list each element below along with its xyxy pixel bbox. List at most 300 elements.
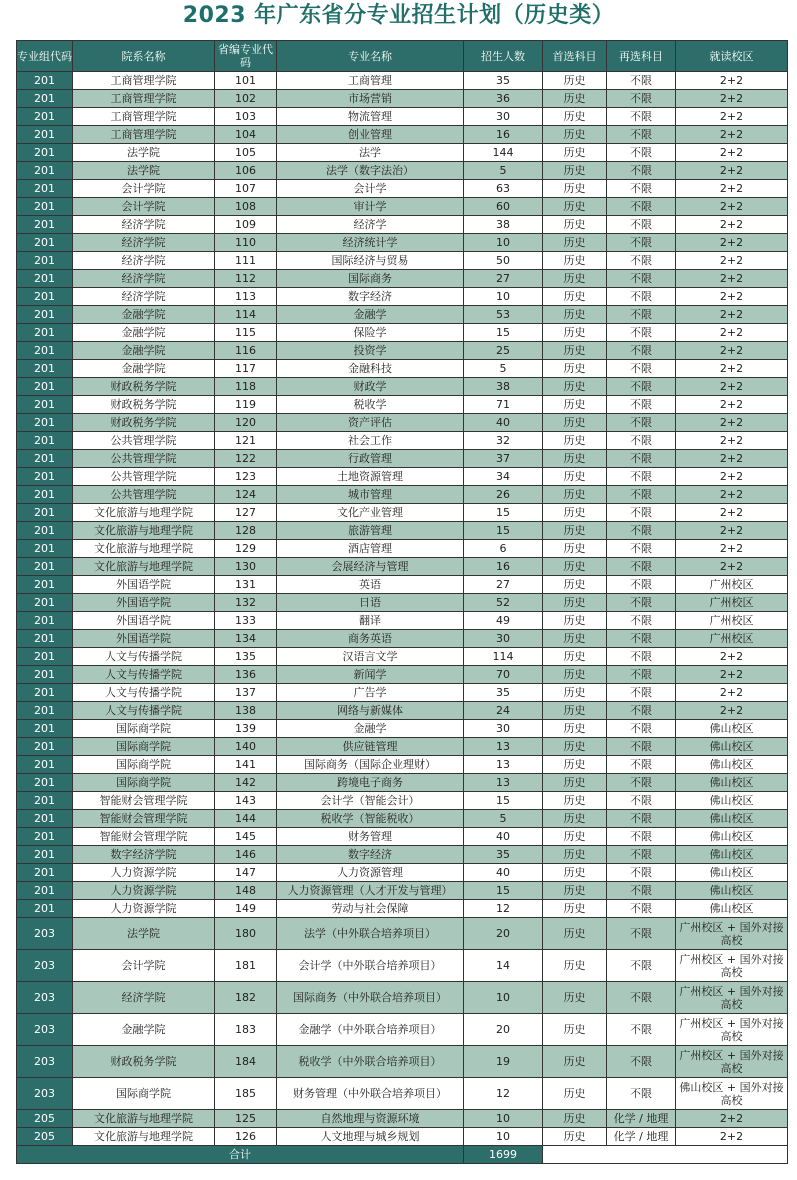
- table-row: [17, 666, 788, 684]
- cell-group-code: 201: [17, 378, 73, 396]
- cell-college: 外国语学院: [73, 576, 215, 594]
- table-row: [17, 702, 788, 720]
- cell-major-code: 107: [215, 180, 277, 198]
- cell-major-code: 113: [215, 288, 277, 306]
- cell-first-subject: 历史: [543, 720, 607, 738]
- cell-first-subject: 历史: [543, 738, 607, 756]
- cell-second-subject: 不限: [607, 720, 676, 738]
- cell-enrollment: 63: [464, 180, 543, 198]
- header-major-code: 省编专业代码: [215, 41, 277, 72]
- cell-college: 国际商学院: [73, 774, 215, 792]
- cell-college: 人文与传播学院: [73, 702, 215, 720]
- table-row: [17, 1078, 788, 1110]
- cell-second-subject: 不限: [607, 306, 676, 324]
- cell-enrollment: 15: [464, 522, 543, 540]
- table-row: [17, 774, 788, 792]
- table-body: [17, 72, 788, 1164]
- cell-group-code: 203: [17, 1046, 73, 1078]
- cell-major-name: 财务管理: [277, 828, 464, 846]
- cell-enrollment: 10: [464, 288, 543, 306]
- cell-college: 经济学院: [73, 270, 215, 288]
- cell-enrollment: 15: [464, 504, 543, 522]
- table-row: [17, 558, 788, 576]
- cell-first-subject: 历史: [543, 612, 607, 630]
- cell-major-code: 131: [215, 576, 277, 594]
- cell-major-name: 国际经济与贸易: [277, 252, 464, 270]
- cell-second-subject: 不限: [607, 216, 676, 234]
- cell-campus: 2+2: [676, 360, 788, 378]
- cell-second-subject: 不限: [607, 684, 676, 702]
- cell-major-name: 国际商务: [277, 270, 464, 288]
- cell-second-subject: 不限: [607, 360, 676, 378]
- cell-major-name: 国际商务（中外联合培养项目）: [277, 982, 464, 1014]
- cell-major-code: 142: [215, 774, 277, 792]
- cell-group-code: 203: [17, 1078, 73, 1110]
- cell-first-subject: 历史: [543, 1110, 607, 1128]
- cell-second-subject: 不限: [607, 108, 676, 126]
- cell-second-subject: 不限: [607, 324, 676, 342]
- cell-group-code: 201: [17, 648, 73, 666]
- cell-group-code: 201: [17, 702, 73, 720]
- cell-enrollment: 49: [464, 612, 543, 630]
- cell-major-name: 人文地理与城乡规划: [277, 1128, 464, 1146]
- page-title: 2023 年广东省分专业招生计划（历史类）: [182, 3, 615, 28]
- cell-college: 财政税务学院: [73, 378, 215, 396]
- table-row: [17, 738, 788, 756]
- cell-second-subject: 不限: [607, 702, 676, 720]
- cell-college: 文化旅游与地理学院: [73, 540, 215, 558]
- cell-major-name: 经济统计学: [277, 234, 464, 252]
- cell-college: 会计学院: [73, 198, 215, 216]
- cell-second-subject: 不限: [607, 252, 676, 270]
- cell-college: 财政税务学院: [73, 396, 215, 414]
- cell-first-subject: 历史: [543, 432, 607, 450]
- cell-campus: 2+2: [676, 180, 788, 198]
- cell-group-code: 201: [17, 576, 73, 594]
- cell-enrollment: 16: [464, 558, 543, 576]
- cell-campus: 2+2: [676, 342, 788, 360]
- cell-college: 人文与传播学院: [73, 648, 215, 666]
- cell-college: 工商管理学院: [73, 108, 215, 126]
- table-row: [17, 846, 788, 864]
- cell-enrollment: 25: [464, 342, 543, 360]
- cell-campus: 2+2: [676, 558, 788, 576]
- cell-campus: 广州校区 + 国外对接高校: [676, 1014, 788, 1046]
- cell-college: 外国语学院: [73, 612, 215, 630]
- table-row: [17, 630, 788, 648]
- cell-major-name: 数字经济: [277, 846, 464, 864]
- cell-campus: 佛山校区: [676, 792, 788, 810]
- cell-college: 工商管理学院: [73, 72, 215, 90]
- cell-major-code: 135: [215, 648, 277, 666]
- cell-enrollment: 35: [464, 684, 543, 702]
- cell-enrollment: 38: [464, 378, 543, 396]
- cell-second-subject: 不限: [607, 630, 676, 648]
- cell-college: 经济学院: [73, 252, 215, 270]
- cell-enrollment: 19: [464, 1046, 543, 1078]
- cell-major-name: 税收学（智能税收）: [277, 810, 464, 828]
- cell-enrollment: 15: [464, 882, 543, 900]
- cell-group-code: 201: [17, 396, 73, 414]
- cell-group-code: 201: [17, 828, 73, 846]
- cell-enrollment: 24: [464, 702, 543, 720]
- cell-college: 法学院: [73, 144, 215, 162]
- cell-major-name: 劳动与社会保障: [277, 900, 464, 918]
- cell-enrollment: 114: [464, 648, 543, 666]
- cell-enrollment: 15: [464, 324, 543, 342]
- cell-first-subject: 历史: [543, 982, 607, 1014]
- cell-campus: 佛山校区: [676, 810, 788, 828]
- cell-second-subject: 不限: [607, 882, 676, 900]
- cell-major-code: 109: [215, 216, 277, 234]
- cell-group-code: 201: [17, 198, 73, 216]
- header-major-name: 专业名称: [277, 41, 464, 72]
- cell-enrollment: 20: [464, 918, 543, 950]
- cell-college: 文化旅游与地理学院: [73, 522, 215, 540]
- table-row: [17, 684, 788, 702]
- table-row: [17, 468, 788, 486]
- cell-second-subject: 不限: [607, 522, 676, 540]
- table-row: [17, 756, 788, 774]
- cell-campus: 佛山校区: [676, 864, 788, 882]
- cell-second-subject: 不限: [607, 126, 676, 144]
- cell-college: 人文与传播学院: [73, 666, 215, 684]
- cell-second-subject: 不限: [607, 162, 676, 180]
- cell-major-code: 116: [215, 342, 277, 360]
- cell-major-code: 140: [215, 738, 277, 756]
- cell-major-code: 149: [215, 900, 277, 918]
- cell-group-code: 201: [17, 216, 73, 234]
- cell-group-code: 201: [17, 72, 73, 90]
- table-row: [17, 72, 788, 90]
- table-row: [17, 1046, 788, 1078]
- cell-group-code: 201: [17, 684, 73, 702]
- table-row: [17, 126, 788, 144]
- cell-group-code: 201: [17, 432, 73, 450]
- cell-campus: 佛山校区: [676, 900, 788, 918]
- cell-campus: 2+2: [676, 522, 788, 540]
- cell-group-code: 201: [17, 756, 73, 774]
- cell-major-name: 金融学（中外联合培养项目）: [277, 1014, 464, 1046]
- cell-enrollment: 40: [464, 864, 543, 882]
- cell-major-name: 汉语言文学: [277, 648, 464, 666]
- cell-first-subject: 历史: [543, 702, 607, 720]
- cell-college: 智能财会管理学院: [73, 792, 215, 810]
- cell-college: 智能财会管理学院: [73, 810, 215, 828]
- header-college: 院系名称: [73, 41, 215, 72]
- cell-first-subject: 历史: [543, 792, 607, 810]
- cell-campus: 2+2: [676, 666, 788, 684]
- cell-major-code: 123: [215, 468, 277, 486]
- table-row: [17, 288, 788, 306]
- cell-second-subject: 不限: [607, 90, 676, 108]
- cell-group-code: 201: [17, 324, 73, 342]
- cell-campus: 2+2: [676, 702, 788, 720]
- table-row: [17, 432, 788, 450]
- cell-first-subject: 历史: [543, 144, 607, 162]
- cell-major-name: 法学（数字法治）: [277, 162, 464, 180]
- cell-first-subject: 历史: [543, 324, 607, 342]
- cell-group-code: 201: [17, 414, 73, 432]
- cell-major-code: 104: [215, 126, 277, 144]
- table-row: [17, 612, 788, 630]
- cell-campus: 2+2: [676, 450, 788, 468]
- cell-campus: 佛山校区 + 国外对接高校: [676, 1078, 788, 1110]
- table-row: [17, 252, 788, 270]
- cell-second-subject: 不限: [607, 432, 676, 450]
- cell-second-subject: 不限: [607, 1046, 676, 1078]
- cell-campus: 佛山校区: [676, 756, 788, 774]
- cell-campus: 佛山校区: [676, 882, 788, 900]
- table-row: [17, 414, 788, 432]
- cell-second-subject: 不限: [607, 342, 676, 360]
- cell-major-code: 128: [215, 522, 277, 540]
- cell-college: 金融学院: [73, 324, 215, 342]
- cell-college: 文化旅游与地理学院: [73, 1110, 215, 1128]
- cell-campus: 2+2: [676, 198, 788, 216]
- cell-campus: 广州校区 + 国外对接高校: [676, 982, 788, 1014]
- cell-first-subject: 历史: [543, 594, 607, 612]
- cell-major-code: 110: [215, 234, 277, 252]
- cell-campus: 2+2: [676, 432, 788, 450]
- cell-group-code: 201: [17, 792, 73, 810]
- cell-major-name: 创业管理: [277, 126, 464, 144]
- cell-enrollment: 16: [464, 126, 543, 144]
- cell-campus: 佛山校区: [676, 828, 788, 846]
- cell-first-subject: 历史: [543, 234, 607, 252]
- cell-major-code: 126: [215, 1128, 277, 1146]
- cell-college: 文化旅游与地理学院: [73, 1128, 215, 1146]
- cell-group-code: 201: [17, 108, 73, 126]
- cell-campus: 2+2: [676, 486, 788, 504]
- cell-enrollment: 6: [464, 540, 543, 558]
- cell-group-code: 201: [17, 342, 73, 360]
- cell-major-name: 网络与新媒体: [277, 702, 464, 720]
- cell-major-name: 经济学: [277, 216, 464, 234]
- cell-first-subject: 历史: [543, 378, 607, 396]
- table-row: [17, 378, 788, 396]
- cell-major-code: 133: [215, 612, 277, 630]
- cell-group-code: 201: [17, 288, 73, 306]
- cell-major-name: 新闻学: [277, 666, 464, 684]
- cell-major-name: 财务管理（中外联合培养项目）: [277, 1078, 464, 1110]
- cell-first-subject: 历史: [543, 198, 607, 216]
- cell-major-code: 148: [215, 882, 277, 900]
- cell-college: 公共管理学院: [73, 450, 215, 468]
- cell-group-code: 201: [17, 630, 73, 648]
- cell-second-subject: 不限: [607, 648, 676, 666]
- cell-major-code: 124: [215, 486, 277, 504]
- cell-college: 公共管理学院: [73, 432, 215, 450]
- cell-college: 经济学院: [73, 982, 215, 1014]
- cell-major-name: 资产评估: [277, 414, 464, 432]
- cell-first-subject: 历史: [543, 900, 607, 918]
- cell-first-subject: 历史: [543, 342, 607, 360]
- cell-major-code: 122: [215, 450, 277, 468]
- cell-second-subject: 不限: [607, 774, 676, 792]
- cell-major-name: 翻译: [277, 612, 464, 630]
- cell-second-subject: 不限: [607, 378, 676, 396]
- cell-second-subject: 不限: [607, 612, 676, 630]
- cell-enrollment: 35: [464, 72, 543, 90]
- cell-enrollment: 27: [464, 576, 543, 594]
- table-row: [17, 982, 788, 1014]
- cell-first-subject: 历史: [543, 828, 607, 846]
- cell-college: 工商管理学院: [73, 90, 215, 108]
- table-row: [17, 540, 788, 558]
- cell-major-name: 国际商务（国际企业理财）: [277, 756, 464, 774]
- total-value: 1699: [464, 1146, 543, 1164]
- table-row: [17, 576, 788, 594]
- table-row: [17, 950, 788, 982]
- cell-major-code: 108: [215, 198, 277, 216]
- table-row: [17, 108, 788, 126]
- cell-group-code: 201: [17, 666, 73, 684]
- cell-major-name: 金融学: [277, 720, 464, 738]
- cell-campus: 2+2: [676, 306, 788, 324]
- cell-major-code: 103: [215, 108, 277, 126]
- table-row: [17, 270, 788, 288]
- cell-enrollment: 71: [464, 396, 543, 414]
- table-row: [17, 810, 788, 828]
- cell-enrollment: 27: [464, 270, 543, 288]
- cell-major-name: 金融学: [277, 306, 464, 324]
- total-row: [17, 1146, 788, 1164]
- cell-first-subject: 历史: [543, 630, 607, 648]
- cell-college: 智能财会管理学院: [73, 828, 215, 846]
- cell-major-name: 跨境电子商务: [277, 774, 464, 792]
- table-row: [17, 144, 788, 162]
- cell-first-subject: 历史: [543, 72, 607, 90]
- header-campus: 就读校区: [676, 41, 788, 72]
- cell-major-name: 会计学（智能会计）: [277, 792, 464, 810]
- table-row: [17, 900, 788, 918]
- cell-campus: 2+2: [676, 234, 788, 252]
- cell-group-code: 201: [17, 306, 73, 324]
- table-row: [17, 198, 788, 216]
- cell-second-subject: 不限: [607, 270, 676, 288]
- cell-second-subject: 不限: [607, 234, 676, 252]
- cell-college: 会计学院: [73, 950, 215, 982]
- cell-major-code: 180: [215, 918, 277, 950]
- cell-second-subject: 不限: [607, 558, 676, 576]
- cell-major-code: 121: [215, 432, 277, 450]
- cell-group-code: 205: [17, 1128, 73, 1146]
- cell-college: 财政税务学院: [73, 1046, 215, 1078]
- cell-college: 财政税务学院: [73, 414, 215, 432]
- cell-major-code: 185: [215, 1078, 277, 1110]
- cell-enrollment: 37: [464, 450, 543, 468]
- cell-major-name: 保险学: [277, 324, 464, 342]
- cell-enrollment: 13: [464, 756, 543, 774]
- cell-first-subject: 历史: [543, 558, 607, 576]
- cell-first-subject: 历史: [543, 288, 607, 306]
- cell-campus: 佛山校区: [676, 846, 788, 864]
- cell-first-subject: 历史: [543, 1046, 607, 1078]
- cell-major-code: 130: [215, 558, 277, 576]
- cell-major-name: 英语: [277, 576, 464, 594]
- cell-college: 经济学院: [73, 288, 215, 306]
- table-row: [17, 918, 788, 950]
- cell-major-code: 141: [215, 756, 277, 774]
- cell-major-name: 会展经济与管理: [277, 558, 464, 576]
- cell-major-name: 旅游管理: [277, 522, 464, 540]
- cell-college: 经济学院: [73, 216, 215, 234]
- cell-first-subject: 历史: [543, 414, 607, 432]
- cell-first-subject: 历史: [543, 468, 607, 486]
- cell-college: 金融学院: [73, 1014, 215, 1046]
- table-row: [17, 648, 788, 666]
- cell-college: 外国语学院: [73, 594, 215, 612]
- cell-college: 人力资源学院: [73, 882, 215, 900]
- cell-major-name: 文化产业管理: [277, 504, 464, 522]
- cell-major-name: 物流管理: [277, 108, 464, 126]
- cell-second-subject: 不限: [607, 982, 676, 1014]
- cell-second-subject: 不限: [607, 900, 676, 918]
- cell-college: 会计学院: [73, 180, 215, 198]
- table-row: [17, 450, 788, 468]
- cell-college: 文化旅游与地理学院: [73, 558, 215, 576]
- cell-enrollment: 40: [464, 828, 543, 846]
- cell-campus: 2+2: [676, 396, 788, 414]
- cell-campus: 2+2: [676, 684, 788, 702]
- cell-first-subject: 历史: [543, 270, 607, 288]
- cell-enrollment: 10: [464, 234, 543, 252]
- cell-campus: 2+2: [676, 270, 788, 288]
- cell-major-code: 115: [215, 324, 277, 342]
- cell-major-code: 137: [215, 684, 277, 702]
- cell-campus: 2+2: [676, 108, 788, 126]
- cell-campus: 广州校区: [676, 594, 788, 612]
- cell-major-code: 136: [215, 666, 277, 684]
- cell-campus: 2+2: [676, 144, 788, 162]
- cell-major-code: 146: [215, 846, 277, 864]
- cell-campus: 广州校区 + 国外对接高校: [676, 1046, 788, 1078]
- cell-major-code: 102: [215, 90, 277, 108]
- cell-second-subject: 不限: [607, 810, 676, 828]
- table-row: [17, 864, 788, 882]
- cell-first-subject: 历史: [543, 576, 607, 594]
- table-row: [17, 180, 788, 198]
- cell-first-subject: 历史: [543, 306, 607, 324]
- cell-second-subject: 不限: [607, 540, 676, 558]
- cell-college: 人力资源学院: [73, 864, 215, 882]
- cell-group-code: 201: [17, 450, 73, 468]
- cell-first-subject: 历史: [543, 504, 607, 522]
- cell-group-code: 205: [17, 1110, 73, 1128]
- cell-campus: 2+2: [676, 72, 788, 90]
- cell-campus: 广州校区: [676, 630, 788, 648]
- cell-group-code: 203: [17, 982, 73, 1014]
- cell-major-name: 法学: [277, 144, 464, 162]
- cell-enrollment: 13: [464, 774, 543, 792]
- cell-second-subject: 不限: [607, 846, 676, 864]
- table-row: [17, 342, 788, 360]
- cell-group-code: 201: [17, 738, 73, 756]
- cell-second-subject: 不限: [607, 486, 676, 504]
- table-row: [17, 1014, 788, 1046]
- cell-campus: 2+2: [676, 162, 788, 180]
- cell-campus: 2+2: [676, 216, 788, 234]
- cell-first-subject: 历史: [543, 684, 607, 702]
- cell-group-code: 201: [17, 864, 73, 882]
- cell-campus: 2+2: [676, 1128, 788, 1146]
- cell-college: 国际商学院: [73, 738, 215, 756]
- cell-first-subject: 历史: [543, 1014, 607, 1046]
- cell-second-subject: 不限: [607, 414, 676, 432]
- cell-major-name: 酒店管理: [277, 540, 464, 558]
- cell-second-subject: 不限: [607, 792, 676, 810]
